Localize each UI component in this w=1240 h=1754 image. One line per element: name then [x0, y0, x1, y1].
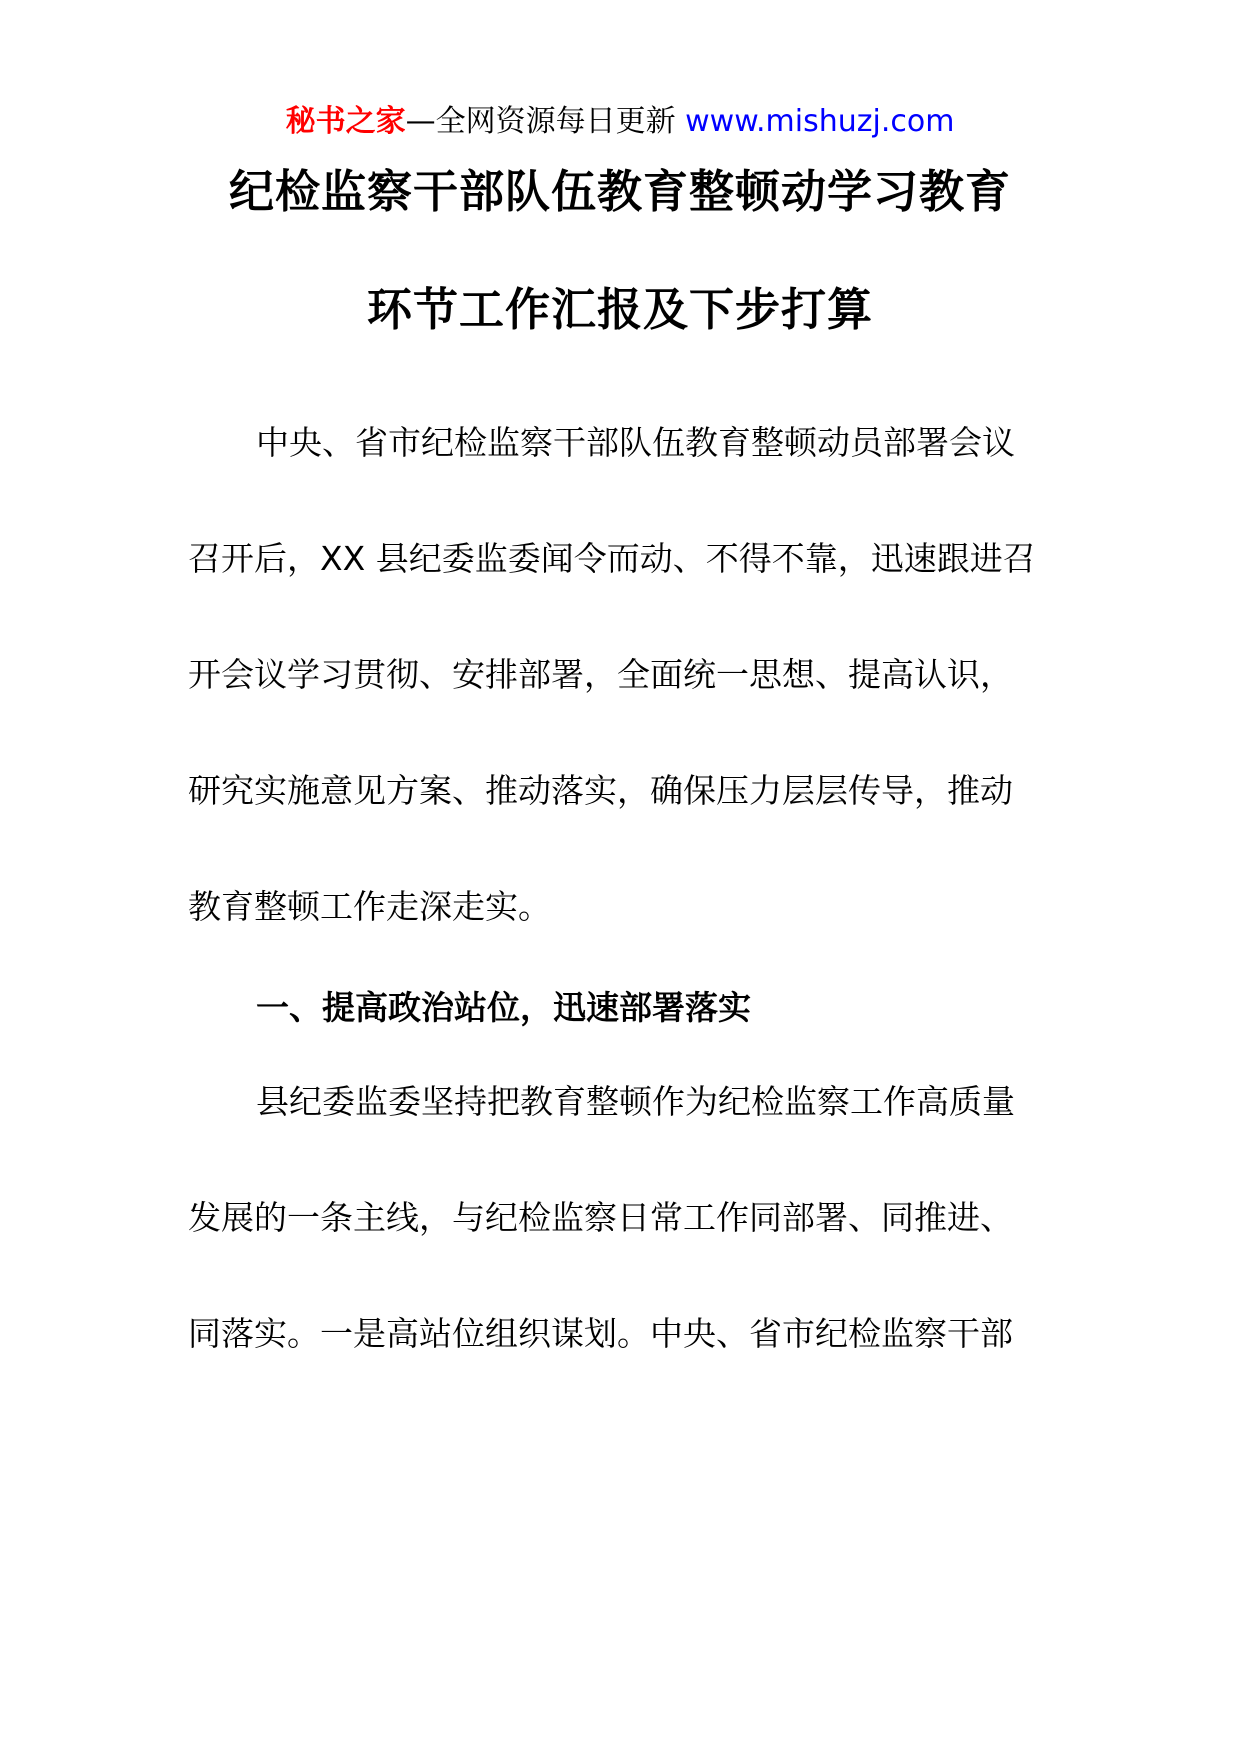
intro-paragraph-line: 召开后，XX 县纪委监委闻令而动、不得不靠，迅速跟进召	[188, 539, 1036, 578]
header-tagline: —全网资源每日更新	[405, 104, 676, 139]
intro-paragraph-line: 开会议学习贯彻、安排部署，全面统一思想、提高认识，	[188, 655, 1013, 694]
document-title-line-2: 环节工作汇报及下步打算	[366, 283, 873, 336]
intro-paragraph-line: 研究实施意见方案、推动落实，确保压力层层传导，推动	[188, 771, 1013, 810]
section-1-paragraph-line: 县纪委监委坚持把教育整顿作为纪检监察工作高质量	[256, 1082, 1015, 1121]
brand-name: 秘书之家	[285, 104, 406, 139]
site-url-link[interactable]: www.mishuzj.com	[685, 104, 955, 139]
section-1-paragraph-line: 同落实。一是高站位组织谋划。中央、省市纪检监察干部	[188, 1314, 1013, 1353]
section-heading-1: 一、提高政治站位，迅速部署落实	[256, 988, 751, 1027]
section-1-paragraph-line: 发展的一条主线，与纪检监察日常工作同部署、同推进、	[188, 1198, 1013, 1237]
intro-paragraph-line: 中央、省市纪检监察干部队伍教育整顿动员部署会议	[256, 423, 1015, 462]
document-title-line-1: 纪检监察干部队伍教育整顿动学习教育	[228, 165, 1011, 218]
site-header	[0, 100, 1240, 144]
intro-paragraph-line: 教育整顿工作走深走实。	[188, 887, 551, 926]
